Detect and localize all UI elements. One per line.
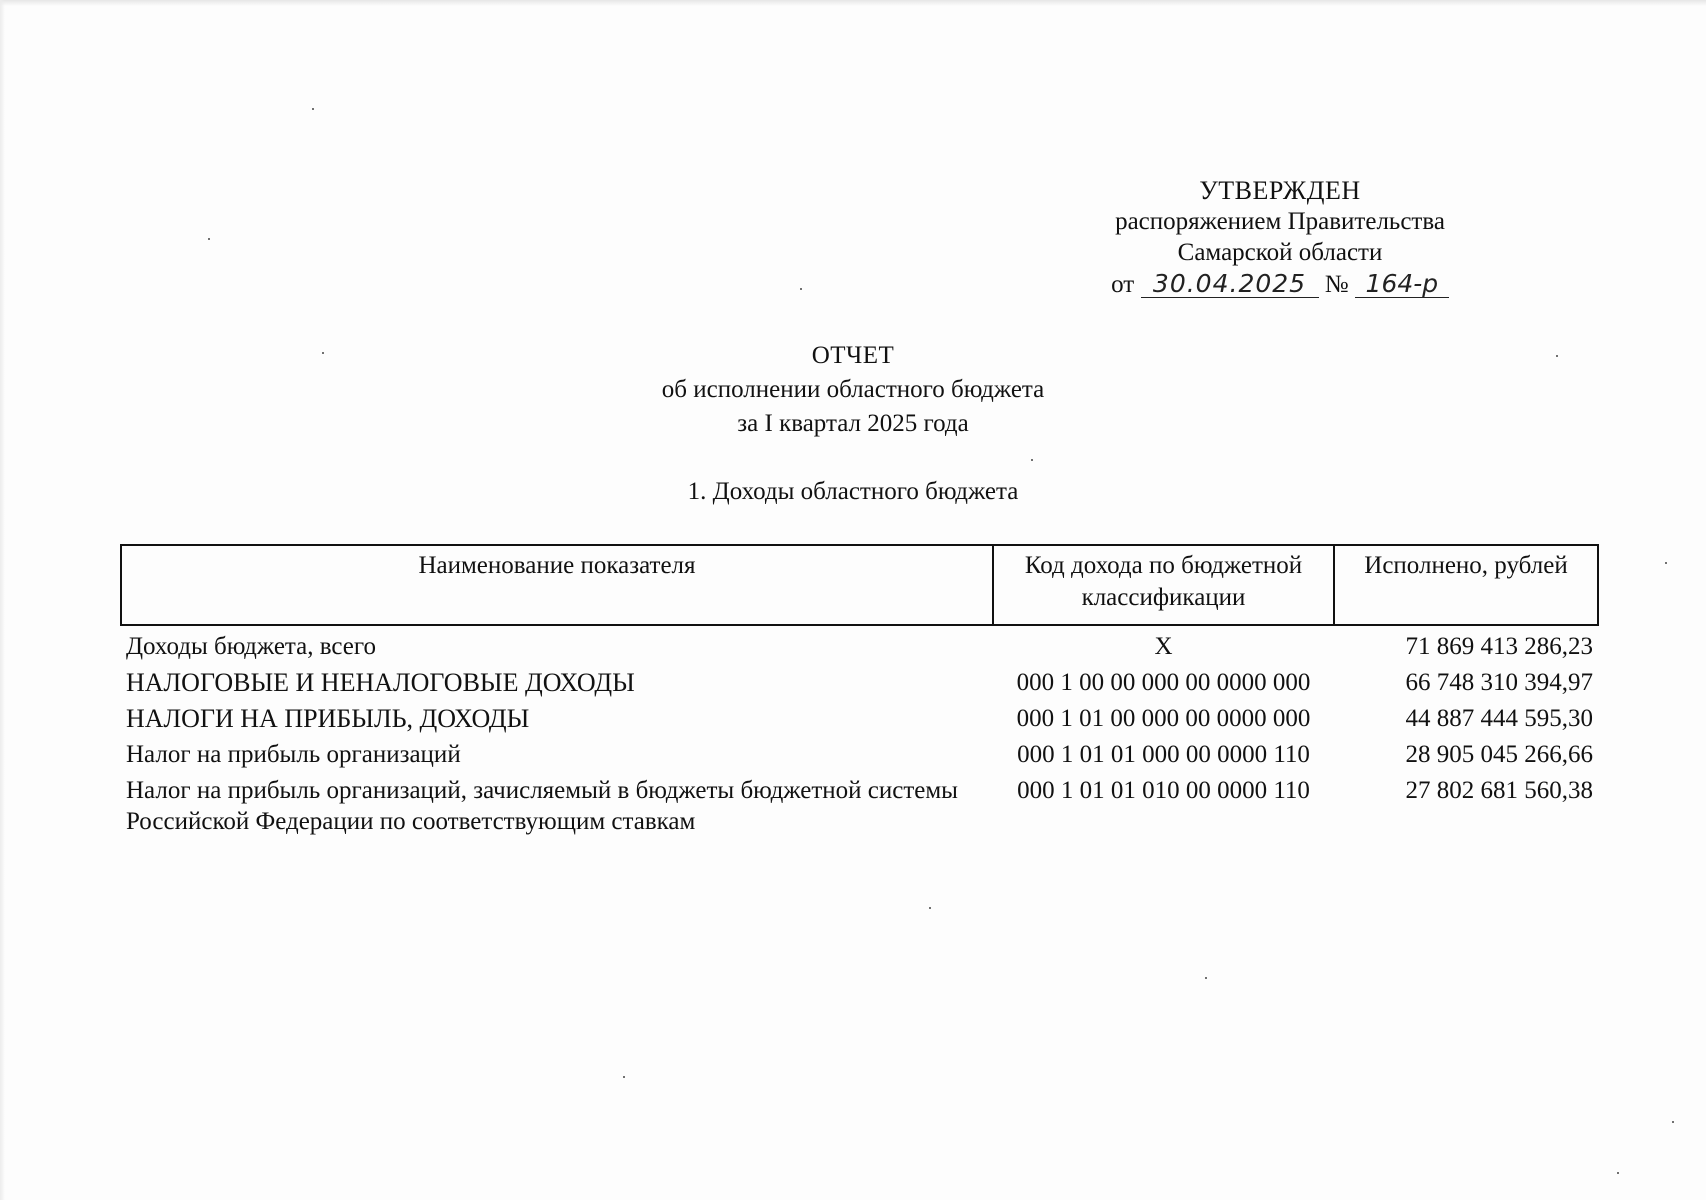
header-income-code: Код дохода по бюджетной классификации bbox=[993, 545, 1334, 625]
report-title: ОТЧЕТ bbox=[811, 342, 895, 369]
row-code: 000 1 01 00 000 00 0000 000 bbox=[1016, 705, 1311, 732]
scan-speck bbox=[1205, 977, 1207, 979]
section-title: 1. Доходы областного бюджета bbox=[687, 478, 1019, 505]
row-code: 000 1 01 01 010 00 0000 110 bbox=[1017, 777, 1310, 804]
scan-speck bbox=[1617, 1172, 1619, 1174]
row-name: Налог на прибыль организаций bbox=[126, 741, 461, 768]
header-row bbox=[121, 545, 1598, 625]
approval-date-number-line bbox=[1080, 269, 1480, 300]
date-prefix: от bbox=[1111, 271, 1135, 298]
handwritten-date: 30.04.2025 bbox=[1141, 271, 1319, 298]
report-header bbox=[0, 339, 1706, 441]
report-period: за I квартал 2025 года bbox=[737, 410, 969, 437]
income-table-header bbox=[121, 545, 1598, 625]
table-row bbox=[121, 774, 1598, 841]
income-table bbox=[120, 544, 1599, 841]
row-name: НАЛОГОВЫЕ И НЕНАЛОГОВЫЕ ДОХОДЫ bbox=[126, 668, 635, 697]
table-row bbox=[121, 666, 1598, 702]
scan-speck bbox=[312, 108, 314, 110]
scan-speck bbox=[1665, 562, 1667, 564]
handwritten-number: 164-р bbox=[1355, 271, 1449, 298]
row-code: 000 1 01 01 000 00 0000 110 bbox=[1017, 741, 1310, 768]
row-code: 000 1 00 00 000 00 0000 000 bbox=[1016, 669, 1311, 696]
approval-block bbox=[1080, 175, 1480, 300]
number-prefix: № bbox=[1324, 271, 1349, 298]
row-name: НАЛОГИ НА ПРИБЫЛЬ, ДОХОДЫ bbox=[126, 704, 530, 733]
scan-speck bbox=[800, 288, 802, 290]
table-row bbox=[121, 738, 1598, 774]
header-indicator-name: Наименование показателя bbox=[121, 545, 993, 625]
scan-speck bbox=[1672, 1121, 1674, 1123]
scan-speck bbox=[1031, 459, 1033, 461]
header-executed-amount: Исполнено, рублей bbox=[1334, 545, 1598, 625]
report-subtitle: об исполнении областного бюджета bbox=[661, 376, 1045, 403]
scan-edge-left bbox=[0, 0, 5, 1200]
income-table-wrapper bbox=[120, 544, 1597, 841]
row-amount: 44 887 444 595,30 bbox=[1405, 705, 1593, 732]
approval-line-region: Самарской области bbox=[1177, 239, 1383, 266]
scan-speck bbox=[208, 238, 210, 240]
table-row bbox=[121, 702, 1598, 738]
approval-title: УТВЕРЖДЕН bbox=[1199, 176, 1361, 205]
row-amount: 28 905 045 266,66 bbox=[1405, 741, 1593, 768]
row-code: X bbox=[1154, 633, 1173, 660]
row-amount: 27 802 681 560,38 bbox=[1405, 777, 1593, 804]
row-name: Налог на прибыль организаций, зачисляемый в бюджеты бюджетной системы Российской Федерации по соответствующим ставкам bbox=[126, 777, 958, 835]
scan-speck bbox=[929, 907, 931, 909]
row-amount: 66 748 310 394,97 bbox=[1405, 669, 1593, 696]
table-row bbox=[121, 625, 1598, 666]
row-name: Доходы бюджета, всего bbox=[126, 633, 377, 660]
row-amount: 71 869 413 286,23 bbox=[1405, 633, 1593, 660]
income-table-body bbox=[121, 625, 1598, 841]
approval-line-government: распоряжением Правительства bbox=[1115, 208, 1445, 235]
scan-speck bbox=[623, 1076, 625, 1078]
scan-edge-top bbox=[0, 0, 1706, 6]
